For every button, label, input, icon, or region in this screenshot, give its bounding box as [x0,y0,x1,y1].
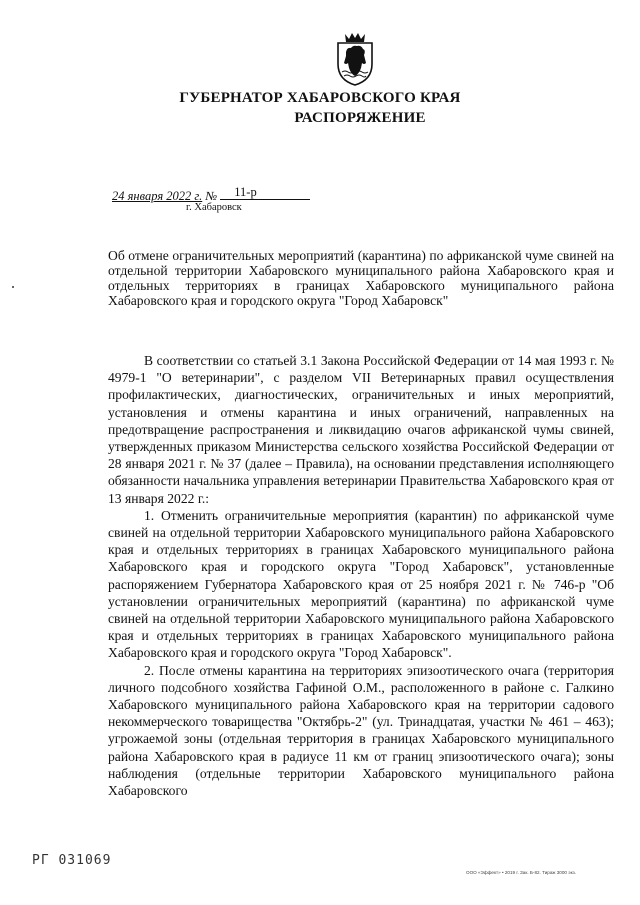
document-body [108,352,614,799]
khabarovsk-coat-of-arms-bear-icon [333,30,377,86]
document-number: 11-р [234,185,257,199]
scan-speck [12,286,14,288]
document-title: Об отмене ограничительных мероприятий (карантина) по африканской чуме свиней на отдельной территории Хабаровского муниципального района Хабаровского края и отдельных территориях в границах Хабаровского муниципального района Хабаровского края и городского округа "Город Хабаровск" [108,248,614,308]
city-label: г. Хабаровск [186,202,242,213]
document-type-heading: РАСПОРЯЖЕНИЕ [294,110,426,126]
authority-heading: ГУБЕРНАТОР ХАБАРОВСКОГО КРАЯ [179,90,461,106]
document-date: 24 января 2022 г. [112,189,203,203]
document-number-field [220,186,310,200]
item-2-paragraph: 2. После отмены карантина на территориях эпизоотического очага (территория личного подсобного хозяйства Гафиной О.М., расположенного в районе с. Галкино Хабаровского муниципального района Хабаровского края на территории садового некоммерческого товарищества "Октябрь-2" (ул. Тринадцатая, участки № 461 – 463); угрожаемой зоны (отдельная территория в границах Хабаровского муниципального района Хабаровского края в радиусе 11 км от границ эпизоотического очага); зоны наблюдения (отдельные территории Хабаровского муниципального района Хабаровского [108,662,614,799]
printer-imprint: ООО «Эффект» • 2019 г. Зак. Б-82. Тираж 3000 экз. [466,870,577,875]
number-sign: № [205,189,218,203]
preamble-paragraph: В соответствии со статьей 3.1 Закона Российской Федерации от 14 мая 1993 г. № 4979-1 "О ветеринарии", с разделом VII Ветеринарных правил осуществления профилактических, диагностических, ограничительных и иных мероприятий, установления и отмены карантина и иных ограничений, направленных на предотвращение распространения и ликвидацию очагов африканской чумы свиней, утвержденных приказом Министерства сельского хозяйства Российской Федерации от 28 января 2021 г. № 37 (далее – Правила), на основании представления исполняющего обязанности начальника управления ветеринарии Правительства Хабаровского края от 13 января 2022 г.: [108,353,614,506]
form-serial-number: РГ 031069 [32,853,112,868]
item-1-paragraph: 1. Отменить ограничительные мероприятия (карантин) по африканской чуме свиней на отдельной территории Хабаровского муниципального района Хабаровского края и отдельных территориях в границах Хабаровского муниципального района Хабаровского края и городского округа "Город Хабаровск", установленные распоряжением Губернатора Хабаровского края от 25 ноября 2021 г. № 746-р "Об установлении ограничительных мероприятий (карантина) по африканской чуме свиней на отдельной территории Хабаровского муниципального района Хабаровского края и отдельных территориях в границах Хабаровского муниципального района Хабаровского края и городского округа "Город Хабаровск". [108,507,614,661]
